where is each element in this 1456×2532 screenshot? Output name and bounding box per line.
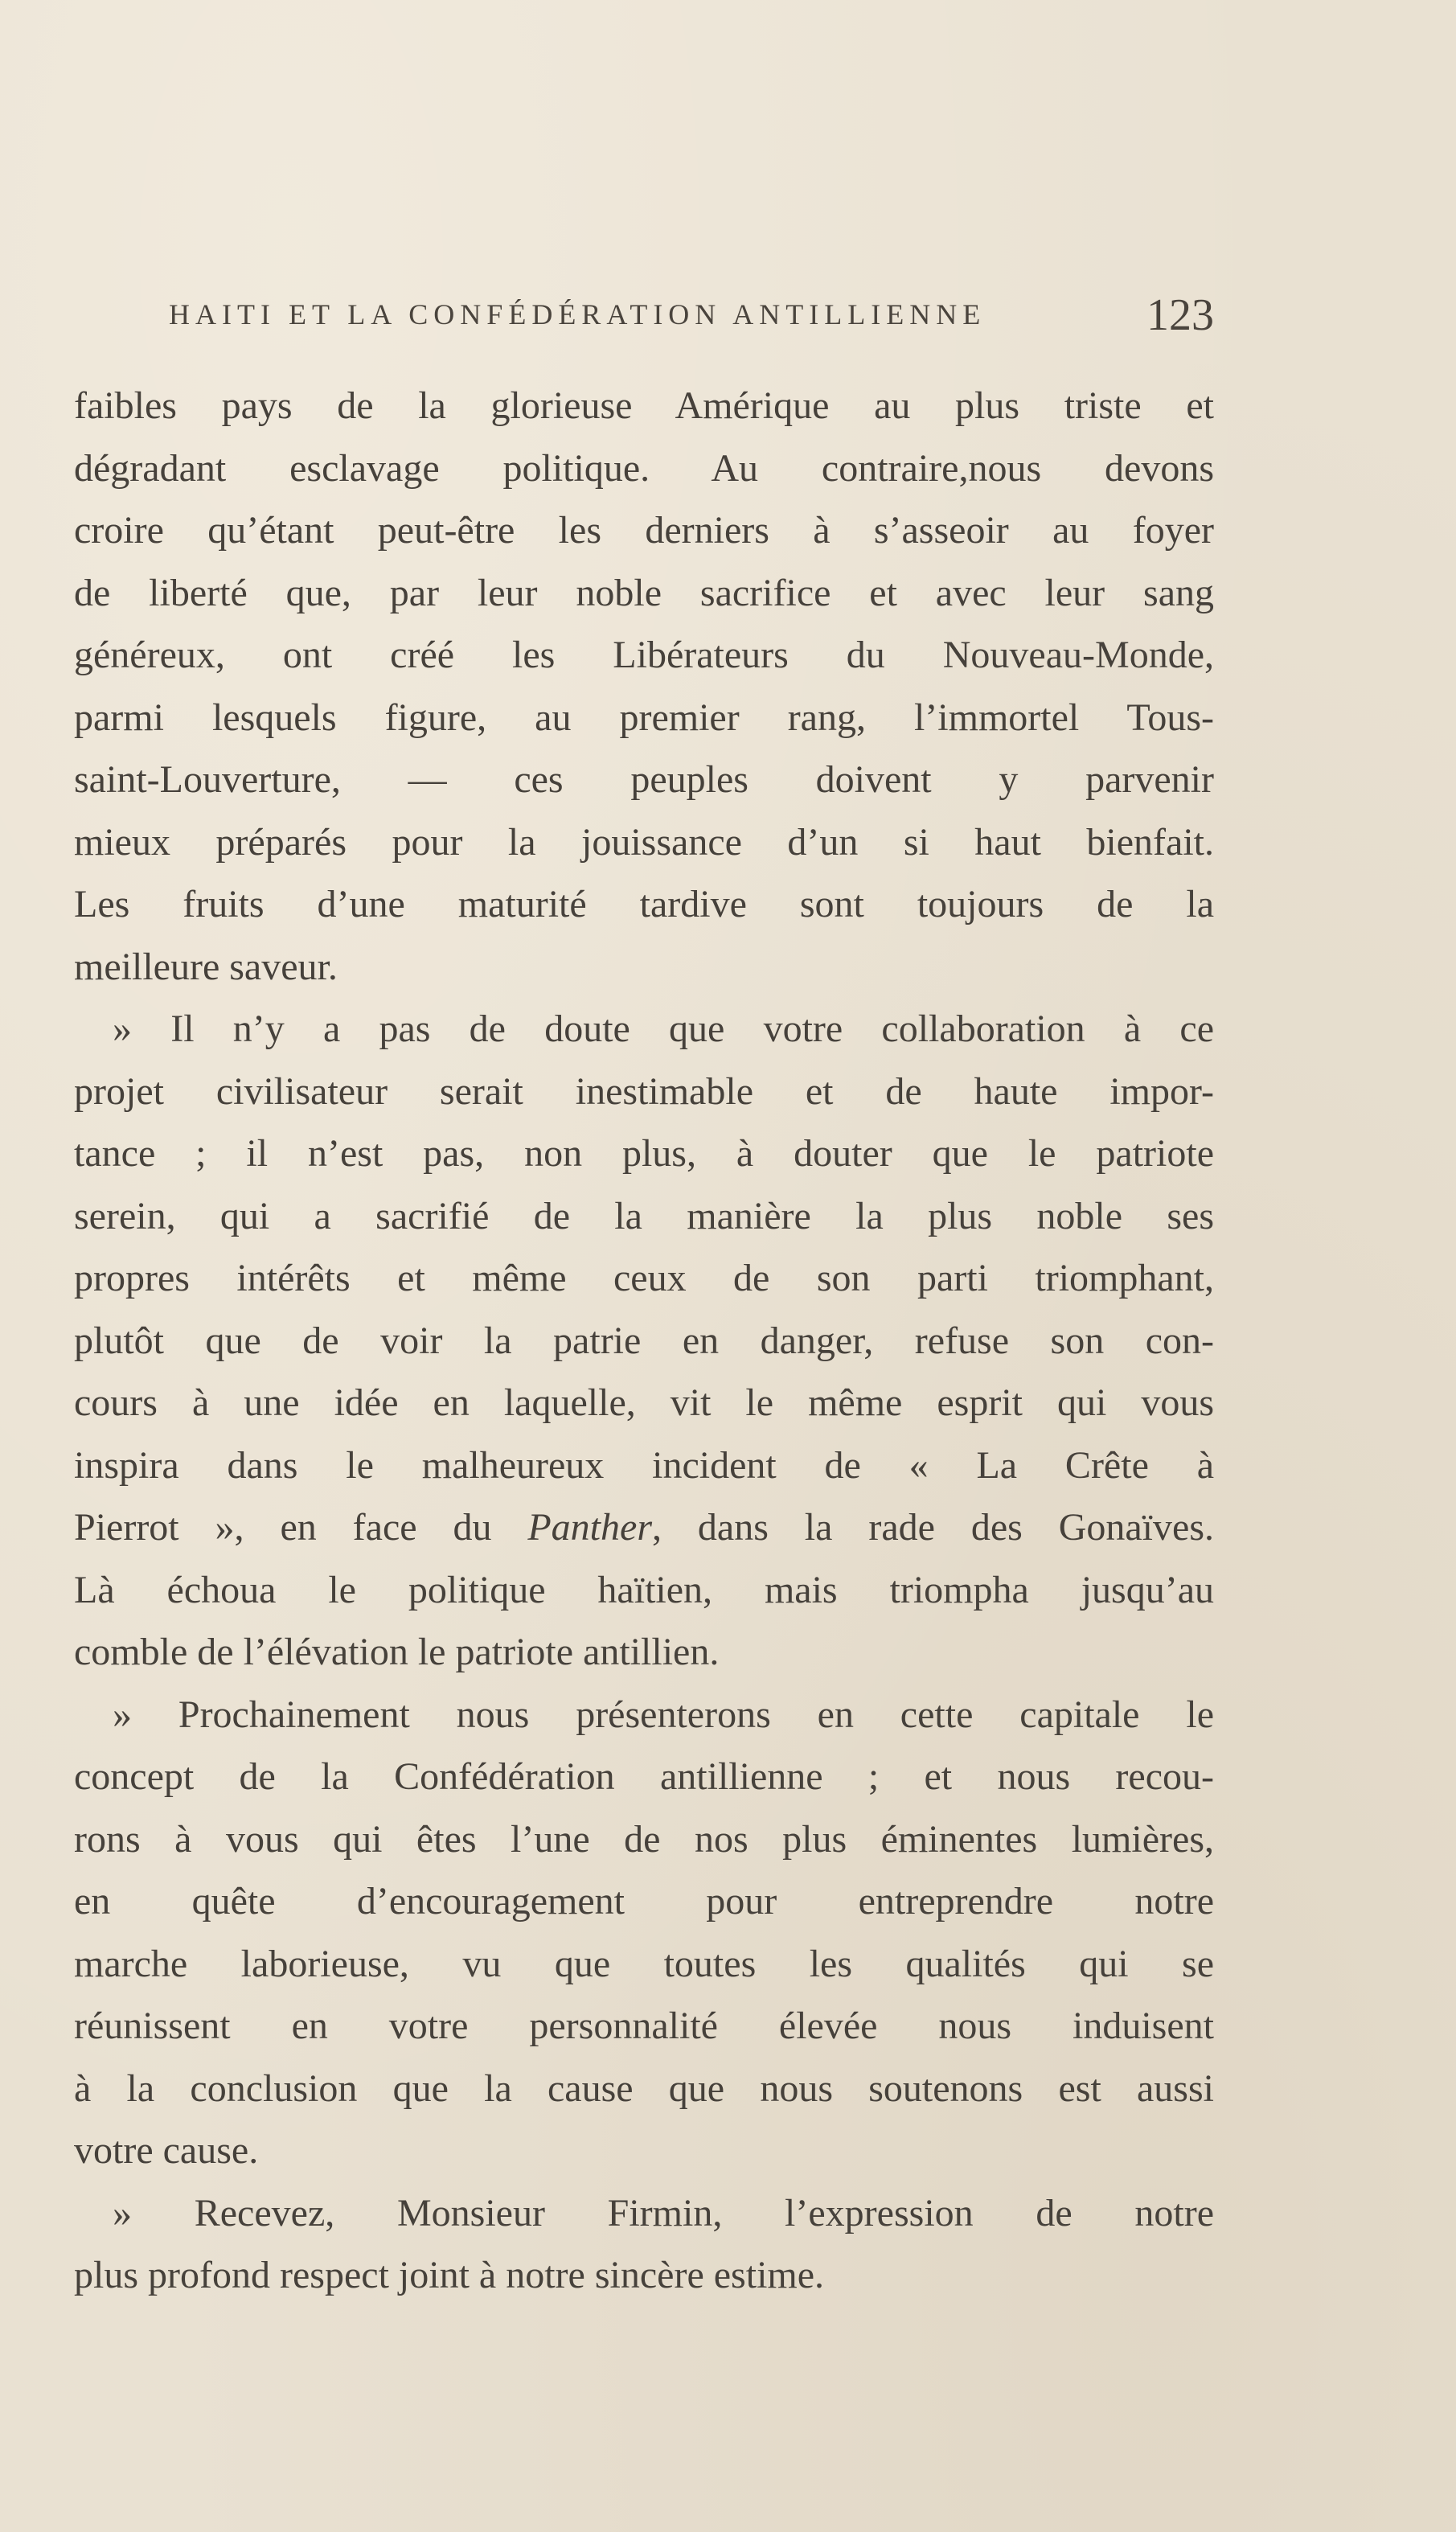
ship-name: Panther bbox=[527, 1506, 652, 1549]
text-line-with-italic bbox=[74, 1496, 1214, 1559]
text-line: Les fruits d’une maturité tardive sont toujours de la bbox=[74, 883, 1214, 925]
text-line: » Il n’y a pas de doute que votre collaboration à ce bbox=[113, 1007, 1214, 1050]
text-line: meilleure saveur. bbox=[74, 945, 338, 988]
text-line: plutôt que de voir la patrie en danger, refuse son con- bbox=[74, 1319, 1214, 1362]
text-line: inspira dans le malheureux incident de « La Crête à bbox=[74, 1443, 1214, 1487]
text-line: serein, qui a sacrifié de la manière la plus noble ses bbox=[74, 1194, 1214, 1237]
text-line: mieux préparés pour la jouissance d’un si haut bienfait. bbox=[74, 820, 1214, 864]
text-line: projet civilisateur serait inestimable et de haute impor- bbox=[74, 1069, 1214, 1113]
text-line: dégradant esclavage politique. Au contraire,nous devons bbox=[74, 446, 1214, 490]
text-line: faibles pays de la glorieuse Amérique au plus triste et bbox=[74, 384, 1214, 427]
text-line: en quête d’encouragement pour entreprendre notre bbox=[74, 1880, 1214, 1923]
text-line: cours à une idée en laquelle, vit le même esprit qui vous bbox=[74, 1381, 1214, 1424]
text-line: généreux, ont créé les Libérateurs du Nouveau-Monde, bbox=[74, 634, 1214, 676]
text-line: Là échoua le politique haïtien, mais triompha jusqu’au bbox=[74, 1568, 1214, 1611]
text-segment: Pierrot », en face du bbox=[74, 1506, 528, 1549]
text-line: » Recevez, Monsieur Firmin, l’expression de notre bbox=[113, 2191, 1214, 2234]
text-line: marche laborieuse, vu que toutes les qualités qui se bbox=[74, 1942, 1214, 1985]
text-line: à la conclusion que la cause que nous soutenons est aussi bbox=[74, 2066, 1214, 2110]
page-header bbox=[169, 289, 1214, 346]
text-line: plus profond respect joint à notre sincère estime. bbox=[74, 2254, 825, 2296]
text-segment: , dans la rade des Gonaïves. bbox=[652, 1506, 1215, 1549]
text-line: votre cause. bbox=[74, 2129, 259, 2172]
text-line: comble de l’élévation le patriote antillien. bbox=[74, 1631, 720, 1673]
text-line: tance ; il n’est pas, non plus, à douter que le patriote bbox=[74, 1132, 1214, 1175]
text-line: parmi lesquels figure, au premier rang, l’immortel Tous- bbox=[74, 696, 1214, 739]
running-head: HAITI ET LA CONFÉDÉRATION ANTILLIENNE bbox=[169, 298, 986, 330]
text-line: » Prochainement nous présenterons en cette capitale le bbox=[113, 1693, 1214, 1736]
page-number: 123 bbox=[1146, 290, 1214, 340]
text-line: réunissent en votre personnalité élevée nous induisent bbox=[74, 2005, 1214, 2047]
body-text bbox=[74, 375, 1214, 2307]
text-line: de liberté que, par leur noble sacrifice et avec leur sang bbox=[74, 571, 1214, 614]
text-line: croire qu’étant peut-être les derniers à s’asseoir au foyer bbox=[74, 509, 1214, 552]
text-line: saint-Louverture, — ces peuples doivent y parvenir bbox=[74, 758, 1214, 801]
text-line: propres intérêts et même ceux de son parti triomphant, bbox=[74, 1257, 1214, 1299]
text-line: rons à vous qui êtes l’une de nos plus éminentes lumières, bbox=[74, 1817, 1214, 1861]
text-line: concept de la Confédération antillienne ; et nous recou- bbox=[74, 1755, 1214, 1798]
